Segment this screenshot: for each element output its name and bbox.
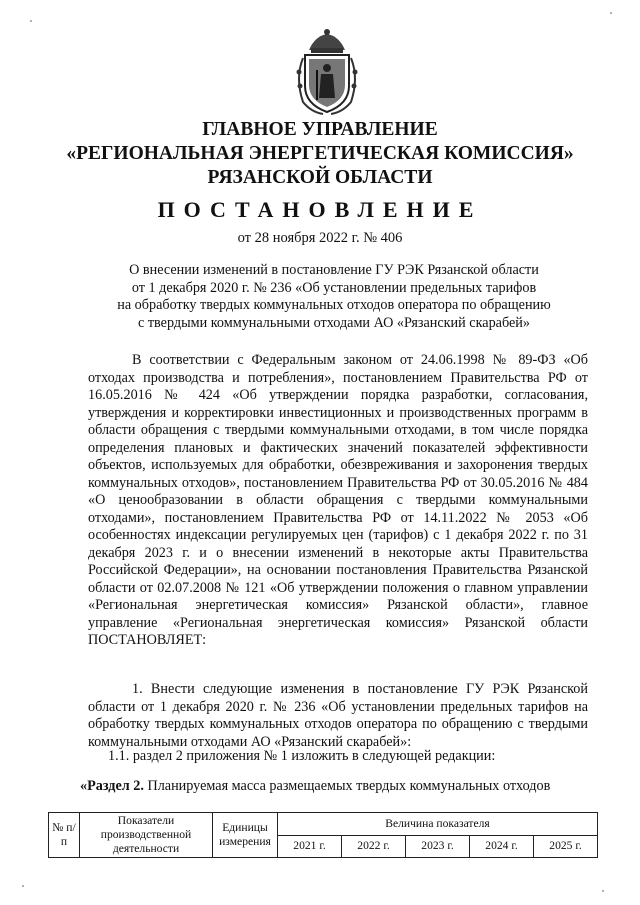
agency-name (0, 118, 640, 190)
table-header-num: № п/п (49, 813, 80, 858)
section-title: Планируемая масса размещаемых твердых коммунальных отходов (147, 778, 551, 794)
section-label: «Раздел 2. (80, 778, 144, 794)
coat-of-arms-icon (293, 28, 361, 116)
subject-line: на обработку твердых коммунальных отходов оператора по обращению (117, 297, 551, 314)
clause-1: 1. Внести следующие изменения в постановление ГУ РЭК Рязанской области от 1 декабря 2020 г. № 236 «Об установлении предельных тарифов на обработку твердых коммунальных отходов оператора по обращению с твердыми коммунальными отходами АО «Рязанский скарабей»: (88, 681, 588, 750)
scan-speck (610, 12, 612, 14)
table-header-year: 2024 г. (470, 835, 534, 858)
table-header-value-group: Величина показателя (278, 813, 598, 836)
indicators-table (48, 812, 598, 858)
subject-line: с твердыми коммунальными отходами АО «Рязанский скарабей» (138, 314, 530, 331)
scan-speck (30, 20, 32, 22)
agency-line: РЯЗАНСКОЙ ОБЛАСТИ (207, 167, 433, 188)
table-header-year: 2022 г. (342, 835, 406, 858)
agency-line: «РЕГИОНАЛЬНАЯ ЭНЕРГЕТИЧЕСКАЯ КОМИССИЯ» (66, 143, 574, 164)
subject-line: от 1 декабря 2020 г. № 236 «Об установлении предельных тарифов (131, 279, 537, 296)
scan-speck (602, 890, 604, 892)
document-subject (80, 262, 588, 332)
document-type: ПОСТАНОВЛЕНИЕ (157, 197, 483, 222)
document-date-number: от 28 ноября 2022 г. № 406 (237, 230, 403, 246)
table-header-units: Единицы измерения (213, 813, 278, 858)
subject-line: О внесении изменений в постановление ГУ РЭК Рязанской области (129, 262, 539, 278)
table-header-indicator: Показатели производственной деятельности (80, 813, 213, 858)
scan-speck (22, 885, 24, 887)
table-header-year: 2025 г. (534, 835, 598, 858)
section-heading (80, 778, 550, 795)
preamble-paragraph: В соответствии с Федеральным законом от 24.06.1998 № 89-ФЗ «Об отходах производства и потребления», постановлением Правительства РФ от 16.05.2016 № 424 «Об утверждении порядка разработки, согласования, утверждения и корректировки инвестиционных и производственных программ в области обращения с твердыми коммунальными отходами, в том числе порядка определения плановых и фактических значений показателей эффективности объектов, используемых для обработки, обезвреживания и захоронения твердых коммунальных отходов», постановлением Правительства РФ от 30.05.2016 № 484 «О ценообразовании в области обращения с твердыми коммунальными отходами», постановлением Правительства РФ от 14.11.2022 № 2053 «Об особенностях индексации регулируемых цен (тарифов) с 1 декабря 2022 г. по 31 декабря 2023 г. и о внесении изменений в некоторые акты Правительства Российской Федерации», на основании постановления Правительства Рязанской области от 02.07.2008 № 121 «Об утверждении положения о главном управлении «Региональная энергетическая комиссия» Рязанской области», главное управление «Региональная энергетическая комиссия» Рязанской области ПОСТАНОВЛЯЕТ: (88, 352, 588, 648)
table-header-year: 2021 г. (278, 835, 342, 858)
table-header-year: 2023 г. (406, 835, 470, 858)
agency-line: ГЛАВНОЕ УПРАВЛЕНИЕ (202, 119, 438, 140)
clause-1-1: 1.1. раздел 2 приложения № 1 изложить в следующей редакции: (108, 748, 496, 764)
